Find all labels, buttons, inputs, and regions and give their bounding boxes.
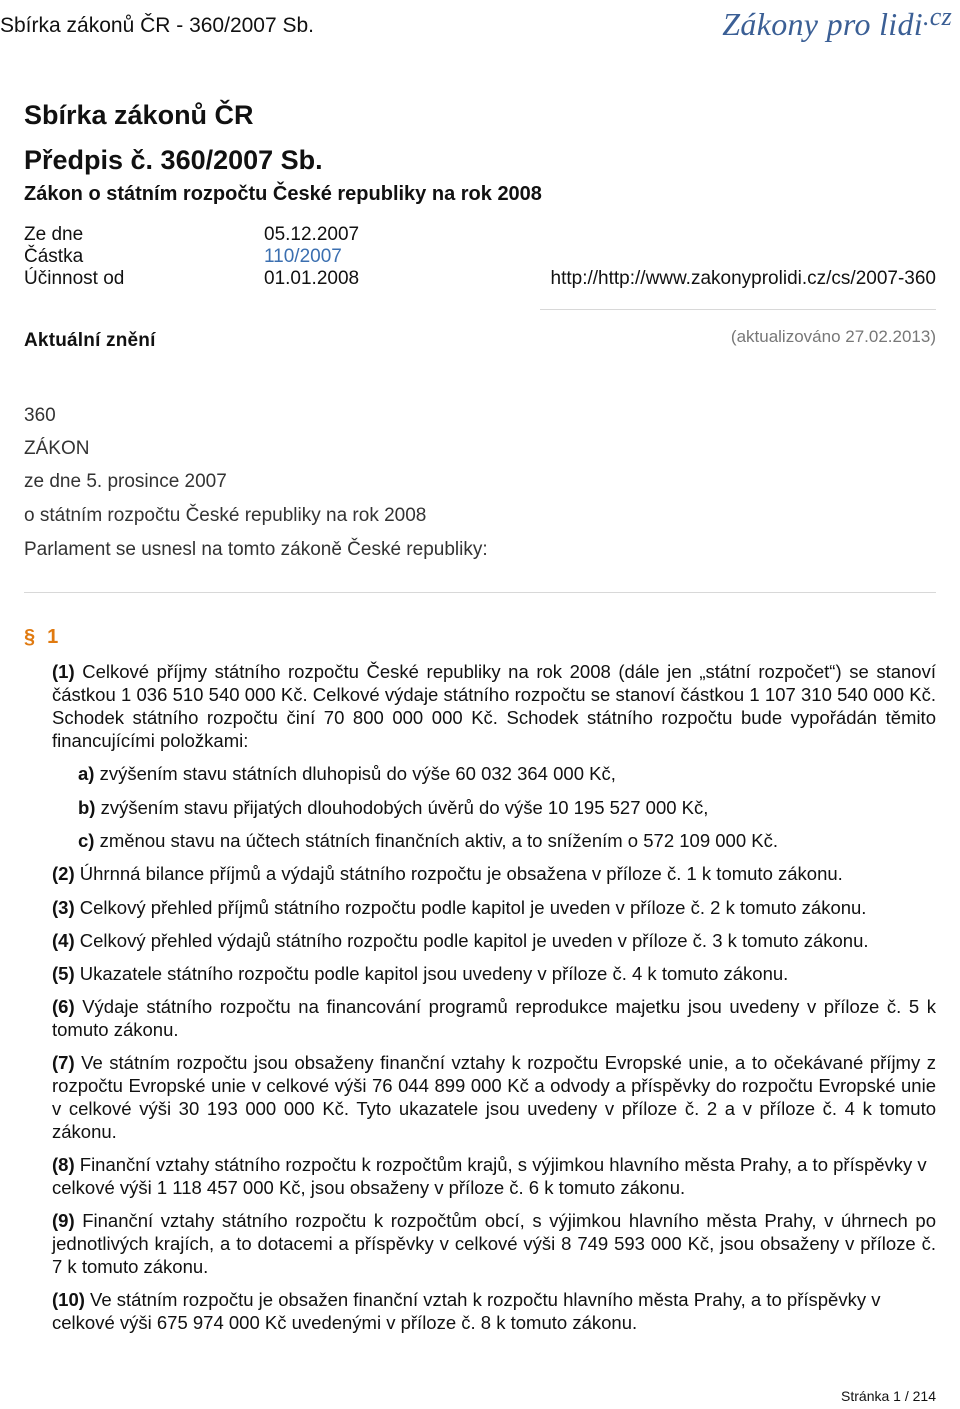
law-subject: o státním rozpočtu České republiky na rok 2008 [24,505,427,526]
divider-short [540,309,936,310]
law-type: ZÁKON [24,438,90,459]
meta-castka-label: Částka [24,246,84,267]
law-title: Zákon o státním rozpočtu České republiky na rok 2008 [24,183,542,205]
source-url[interactable]: http://http://www.zakonyprolidi.cz/cs/2007-360 [550,268,936,289]
meta-castka-link[interactable]: 110/2007 [264,246,342,267]
collection-title: Sbírka zákonů ČR [24,100,254,130]
divider-full [24,592,936,593]
paragraph-4: (4) Celkový přehled výdajů státního rozpočtu podle kapitol je uveden v příloze č. 3 k tomuto zákonu. [52,930,869,951]
version-label: Aktuální znění [24,330,156,351]
item-c: c) změnou stavu na účtech státních finančních aktiv, a to snížením o 572 109 000 Kč. [78,830,778,851]
meta-effective-value: 01.01.2008 [264,268,360,289]
preamble: Parlament se usnesl na tomto zákoně České republiky: [24,539,488,560]
logo-text: Zákony pro lidi [722,6,923,42]
paragraph-icon: § [24,626,36,648]
page-number: Stránka 1 / 214 [841,1388,936,1404]
section-number: 1 [47,626,59,648]
paragraph-7: (7) Ve státním rozpočtu jsou obsaženy finanční vztahy k rozpočtu Evropské unie, a to očekávané příjmy z rozpočtu Evropské unie v celkové výši 76 044 899 000 Kč a odvody a příspěvky do rozpočtu Evropské unie v celkové výši 30 193 000 000 Kč. Tyto ukazatele jsou uvedeny v příloze č. 2 a v příloze č. 4 k tomuto zákonu. [52,1052,936,1142]
item-b: b) zvýšením stavu přijatých dlouhodobých úvěrů do výše 10 195 527 000 Kč, [78,797,709,818]
item-a: a) zvýšením stavu státních dluhopisů do výše 60 032 364 000 Kč, [78,763,616,784]
section-heading[interactable] [24,626,58,649]
paragraph-10: (10) Ve státním rozpočtu je obsažen finanční vztah k rozpočtu hlavního města Prahy, a to příspěvky v celkové výši 675 974 000 Kč uvedenými v příloze č. 8 k tomuto zákonu. [52,1289,881,1333]
site-logo[interactable] [722,2,952,43]
paragraph-6: (6) Výdaje státního rozpočtu na financování programů reprodukce majetku jsou uvedeny v příloze č. 5 k tomuto zákonu. [52,996,936,1040]
regulation-number: Předpis č. 360/2007 Sb. [24,145,323,175]
law-number: 360 [24,405,56,426]
paragraph-8: (8) Finanční vztahy státního rozpočtu k rozpočtům krajů, s výjimkou hlavního města Prahy, a to příspěvky v celkové výši 1 118 457 000 Kč, jsou obsaženy v příloze č. 6 k tomuto zákonu. [52,1154,927,1198]
meta-effective-label: Účinnost od [24,268,125,289]
document-header-title: Sbírka zákonů ČR - 360/2007 Sb. [0,14,315,37]
meta-date-label: Ze dne [24,224,84,245]
page-header [0,0,960,60]
meta-date-value: 05.12.2007 [264,224,360,245]
paragraph-2: (2) Úhrnná bilance příjmů a výdajů státního rozpočtu je obsažena v příloze č. 1 k tomuto zákonu. [52,863,843,884]
logo-suffix: .cz [922,2,952,31]
paragraph-1: (1) Celkové příjmy státního rozpočtu České republiky na rok 2008 (dále jen „státní rozpočet“) se stanoví částkou 1 036 510 540 000 Kč. Celkové výdaje státního rozpočtu se stanoví částkou 1 107 310 540 000 Kč. Schodek státního rozpočtu činí 70 800 000 000 Kč. Schodek státního rozpočtu bude vypořádán těmito financujícími položkami: [52,661,936,751]
paragraph-9: (9) Finanční vztahy státního rozpočtu k rozpočtům obcí, s výjimkou hlavního města Prahy, v úhrnech po jednotlivých krajích, a to dotacemi a příspěvky v celkové výši 8 749 593 000 Kč, jsou obsaženy v příloze č. 7 k tomuto zákonu. [52,1210,936,1277]
paragraph-5: (5) Ukazatele státního rozpočtu podle kapitol jsou uvedeny v příloze č. 4 k tomuto zákonu. [52,963,789,984]
paragraph-3: (3) Celkový přehled příjmů státního rozpočtu podle kapitol je uveden v příloze č. 2 k tomuto zákonu. [52,897,867,918]
law-date: ze dne 5. prosince 2007 [24,471,227,492]
version-updated: (aktualizováno 27.02.2013) [730,327,936,346]
